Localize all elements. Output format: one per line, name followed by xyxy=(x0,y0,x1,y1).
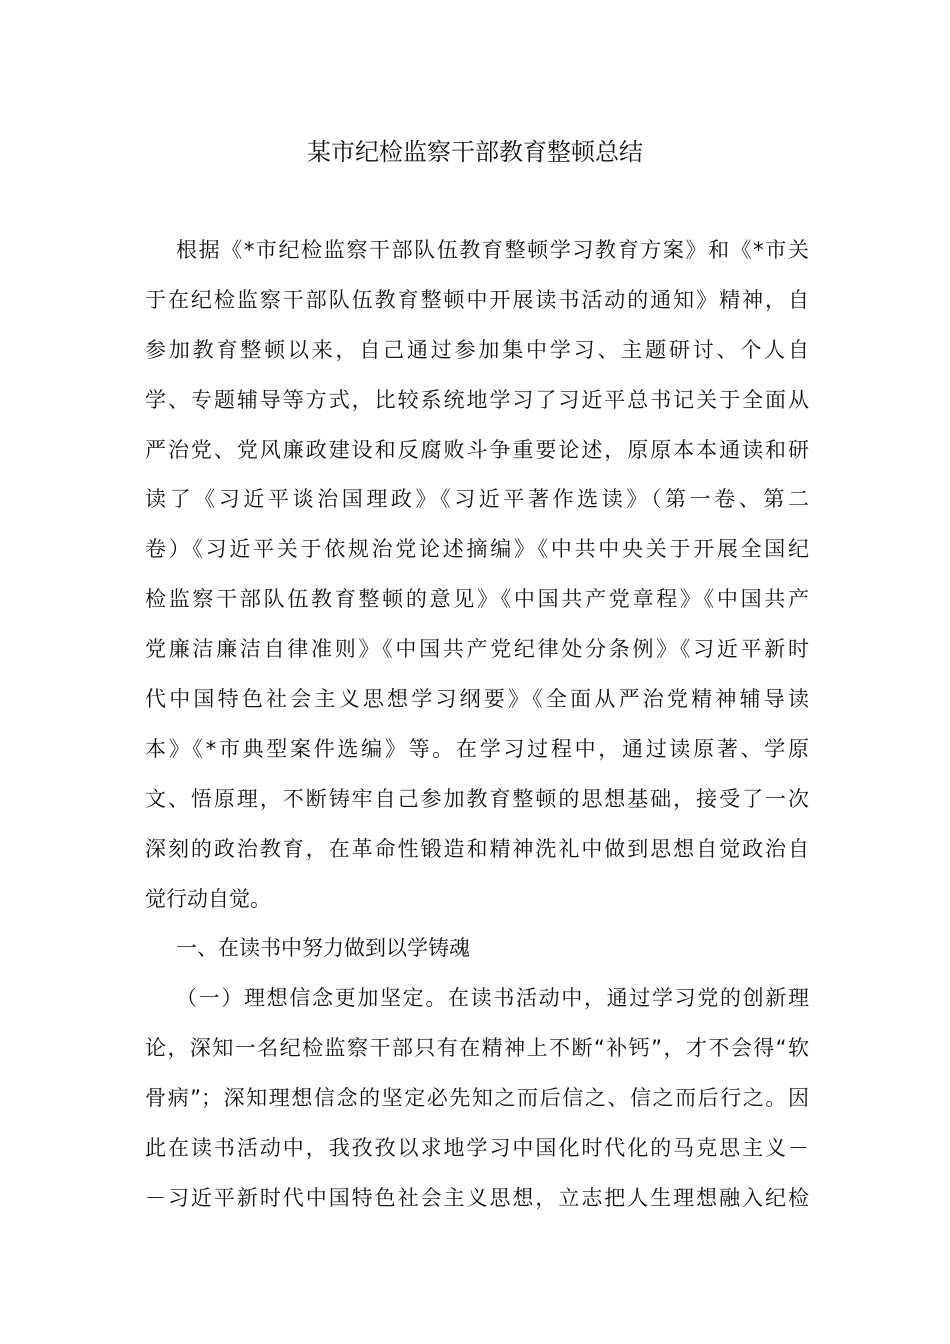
paragraph-line: 卷）《习近平关于依规治党论述摘编》《中共中央关于开展全国纪 xyxy=(145,537,809,562)
paragraph-line: 论，深知一名纪检监察干部只有在精神上不断“补钙”，才不会得“软 xyxy=(145,1036,809,1061)
paragraph-line: 学、专题辅导等方式，比较系统地学习了习近平总书记关于全面从 xyxy=(145,387,809,412)
paragraph-line: （一）理想信念更加坚定。在读书活动中，通过学习党的创新理 xyxy=(176,986,809,1011)
document-body xyxy=(145,226,809,1224)
paragraph-line: 文、悟原理，不断铸牢自己参加教育整顿的思想基础，接受了一次 xyxy=(145,786,809,811)
paragraph-line: 此在读书活动中，我孜孜以求地学习中国化时代化的马克思主义－ xyxy=(145,1136,809,1161)
paragraph-line: 骨病”；深知理想信念的坚定必先知之而后信之、信之而后行之。因 xyxy=(145,1086,809,1111)
paragraph-line: 于在纪检监察干部队伍教育整顿中开展读书活动的通知》精神，自 xyxy=(145,287,809,312)
paragraph-line: 严治党、党风廉政建设和反腐败斗争重要论述，原原本本通读和研 xyxy=(145,437,809,462)
paragraph-line: 党廉洁廉洁自律准则》《中国共产党纪律处分条例》《习近平新时 xyxy=(145,637,809,662)
paragraph-line: 根据《*市纪检监察干部队伍教育整顿学习教育方案》和《*市关 xyxy=(176,238,809,262)
document-title: 某市纪检监察干部教育整顿总结 xyxy=(307,138,643,166)
paragraph-line: 本》《*市典型案件选编》等。在学习过程中，通过读原著、学原 xyxy=(145,736,809,761)
section-heading: 一、在读书中努力做到以学铸魂 xyxy=(176,936,470,961)
paragraph-line: 觉行动自觉。 xyxy=(145,886,271,911)
paragraph-line: －习近平新时代中国特色社会主义思想，立志把人生理想融入纪检 xyxy=(145,1185,809,1210)
paragraph-line: 深刻的政治教育，在革命性锻造和精神洗礼中做到思想自觉政治自 xyxy=(145,836,809,861)
paragraph-line: 检监察干部队伍教育整顿的意见》《中国共产党章程》《中国共产 xyxy=(145,587,809,612)
paragraph-line: 参加教育整顿以来，自己通过参加集中学习、主题研讨、个人自 xyxy=(145,337,809,362)
paragraph-line: 代中国特色社会主义思想学习纲要》《全面从严治党精神辅导读 xyxy=(145,687,809,712)
paragraph-line: 读了《习近平谈治国理政》《习近平著作选读》（第一卷、第二 xyxy=(145,487,809,512)
